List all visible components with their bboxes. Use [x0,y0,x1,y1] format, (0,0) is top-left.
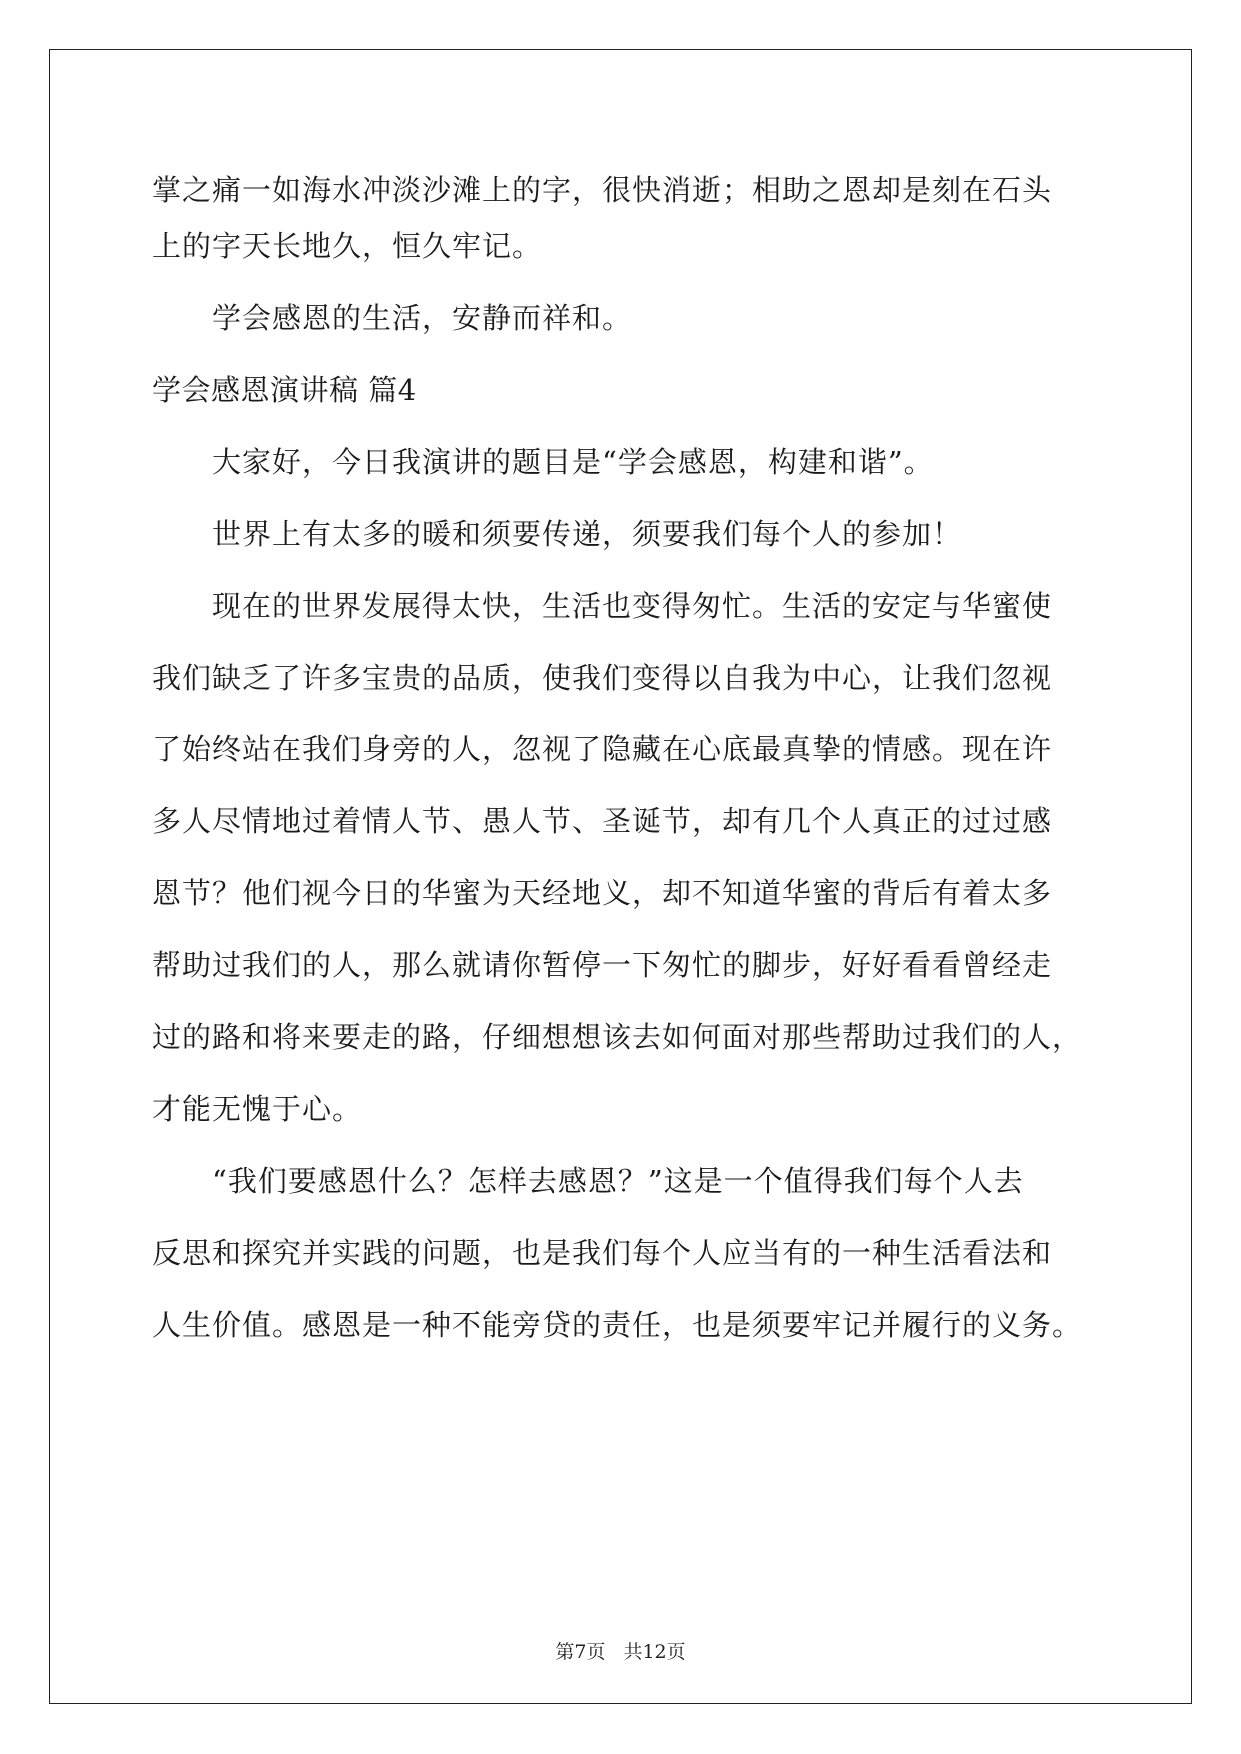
paragraph-question-line-1: “我们要感恩什么？怎样去感恩？”这是一个值得我们每个人去 [212,1164,1024,1198]
page-total: 共12页 [623,1641,686,1663]
page-footer [0,1640,1241,1664]
section-heading: 学会感恩演讲稿 篇4 [152,373,417,407]
paragraph-now-line-2: 我们缺乏了许多宝贵的品质，使我们变得以自我为中心，让我们忽视 [152,661,1053,695]
paragraph-question-line-3: 人生价值。感恩是一种不能旁贷的责任，也是须要牢记并履行的义务。 [152,1308,1083,1342]
paragraph-world: 世界上有太多的暖和须要传递，须要我们每个人的参加！ [212,517,963,551]
paragraph-now-line-5: 恩节？他们视今日的华蜜为天经地义，却不知道华蜜的背后有着太多 [152,876,1053,910]
paragraph-line-3: 学会感恩的生活，安静而祥和。 [212,301,633,335]
paragraph-now-line-7: 过的路和将来要走的路，仔细想想该去如何面对那些帮助过我们的人， [152,1020,1083,1054]
paragraph-now-line-6: 帮助过我们的人，那么就请你暂停一下匆忙的脚步，好好看看曾经走 [152,948,1053,982]
body-line-1: 掌之痛一如海水冲淡沙滩上的字，很快消逝；相助之恩却是刻在石头 [152,173,1053,207]
paragraph-question-line-2: 反思和探究并实践的问题，也是我们每个人应当有的一种生活看法和 [152,1236,1053,1270]
paragraph-now-line-4: 多人尽情地过着情人节、愚人节、圣诞节，却有几个人真正的过过感 [152,804,1053,838]
page-number: 第7页 [555,1641,606,1663]
paragraph-now-line-3: 了始终站在我们身旁的人，忽视了隐藏在心底最真挚的情感。现在许 [152,732,1053,766]
paragraph-greeting: 大家好，今日我演讲的题目是“学会感恩，构建和谐”。 [212,445,934,479]
body-line-2: 上的字天长地久，恒久牢记。 [152,229,543,263]
paragraph-now-line-1: 现在的世界发展得太快，生活也变得匆忙。生活的安定与华蜜使 [212,589,1053,623]
paragraph-now-line-8: 才能无愧于心。 [152,1092,363,1126]
